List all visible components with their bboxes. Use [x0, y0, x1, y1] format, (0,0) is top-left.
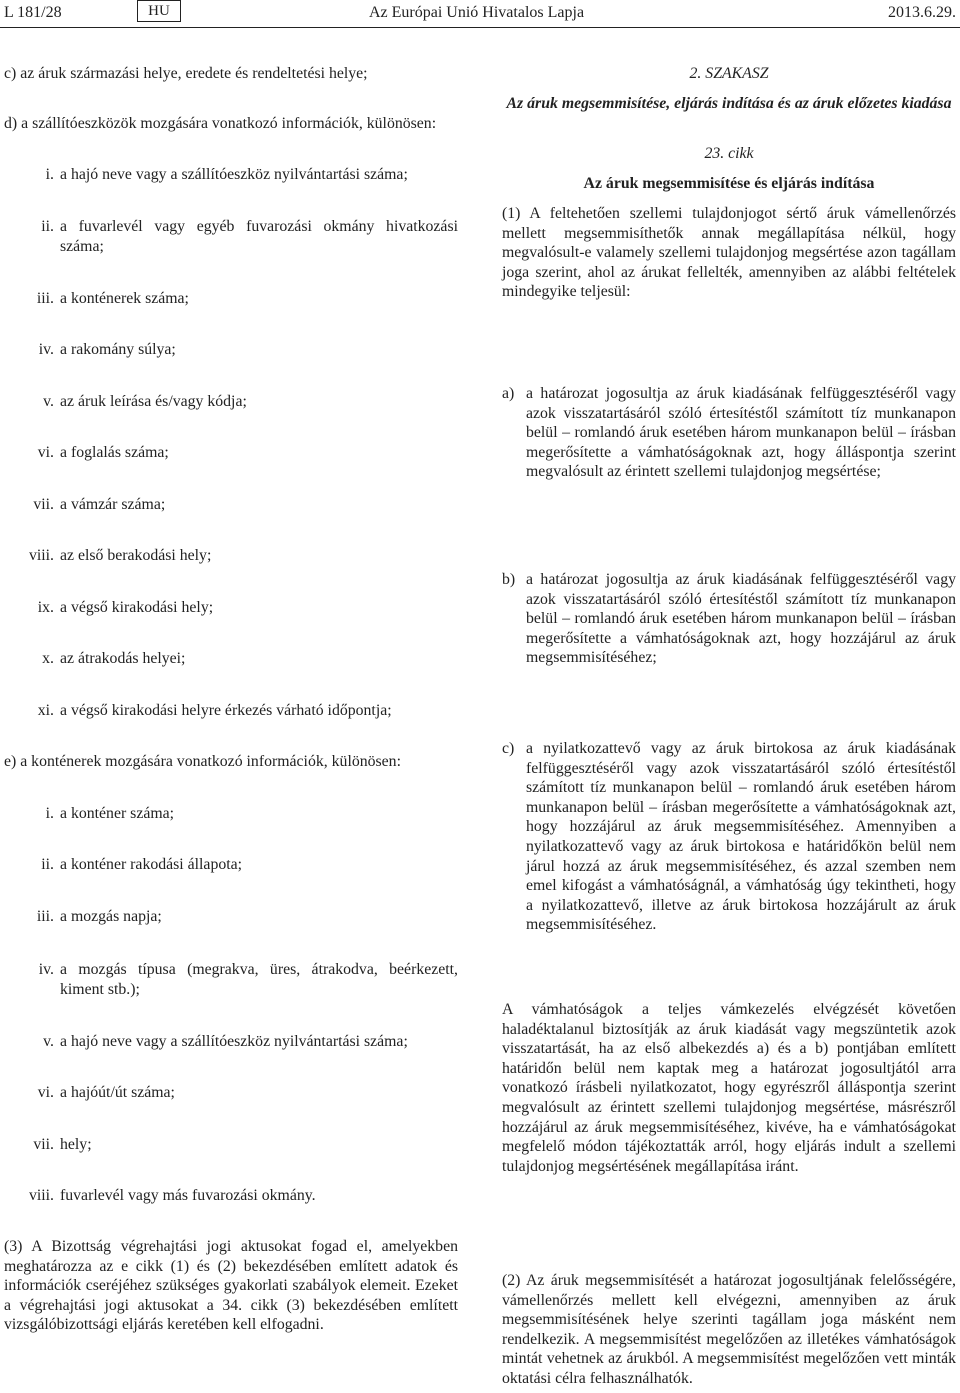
- list-item-number: x.: [42, 650, 54, 667]
- condition-a: a határozat jogosultja az áruk kiadásának felfüggesztéséről vagy azok visszatartásáról szóló értesítéstől számított tíz munkanapon belül – romlandó áruk esetében három munkanapon belül – írásban megerősítette a vámhatóságoknak azt, hogy álláspontja szerint megvalósult az érintett szellemi tulajdonjog megsértése;: [526, 385, 956, 481]
- list-item-number: iv.: [38, 341, 54, 358]
- list-item-number: xi.: [37, 702, 54, 719]
- article-paragraph-2: (2) Az áruk megsemmisítését a határozat jogosultjának felelősségére, vámellenőrzés mellett kell elvégezni, amennyiben az áruk megsemmisítésének helye szerinti tagállam joga másként nem rendelkezik. A megsemmisítést megelőzően az illetékes vámhatóságok mintát vehetnek az árukból. A megsemmisítést megelőzően vett minták oktatási célra felhasználhatók.: [502, 1272, 956, 1387]
- list-item-number: vi.: [37, 1084, 54, 1101]
- list-item-number: viii.: [28, 1187, 54, 1204]
- list-item: az első berakodási hely;: [60, 547, 212, 564]
- list-item-number: iii.: [36, 290, 54, 307]
- section-heading: 2. SZAKASZ: [689, 65, 769, 82]
- list-item-number: iv.: [38, 961, 54, 978]
- language-badge: HU: [137, 0, 181, 22]
- article-paragraph-1: (1) A feltehetően szellemi tulajdonjogot sértő áruk vámellenőrzés mellett megsemmisíthetők annak megállapítása nélkül, hogy megvalósult-e valamely szellemi tulajdonjog megsértése azon tagállam joga szerint, ahol az árukat fellelték, amennyiben az alábbi feltételek mindegyike teljesül:: [502, 205, 956, 301]
- paragraph-3: (3) A Bizottság végrehajtási jogi aktusokat fogad el, amelyekben meghatározza az e cikk (1) és (2) bekezdésében említett adatok és információk cseréjéhez szükséges gyakorlati szabályok elemeit. Ezeket a végrehajtási jogi aktusokat a 34. cikk (3) bekezdésében említett vizsgálóbizottsági eljárás keretében kell elfogadni.: [4, 1238, 458, 1334]
- list-item-number: i.: [45, 166, 54, 183]
- list-item-number: viii.: [28, 547, 54, 564]
- list-item: a konténer száma;: [60, 805, 175, 822]
- list-item: a mozgás típusa (megrakva, üres, átrakodva, beérkezett, kiment stb.);: [60, 961, 458, 998]
- list-item-number: vi.: [37, 444, 54, 461]
- list-item: a rakomány súlya;: [60, 341, 176, 358]
- list-item: az átrakodás helyei;: [60, 650, 186, 667]
- condition-b-label: b): [502, 571, 516, 588]
- condition-c-label: c): [502, 740, 515, 757]
- list-item: az áruk leírása és/vagy kódja;: [60, 393, 247, 410]
- header-rule: [0, 27, 960, 28]
- publication-date: 2013.6.29.: [888, 4, 956, 21]
- article-number: 23. cikk: [704, 145, 754, 162]
- list-item-number: ii.: [41, 856, 54, 873]
- list-item-number: i.: [45, 805, 54, 822]
- list-item: a mozgás napja;: [60, 908, 162, 925]
- page-reference: L 181/28: [4, 4, 62, 21]
- list-item: a konténerek száma;: [60, 290, 189, 307]
- list-item: hely;: [60, 1136, 92, 1153]
- section-title: Az áruk megsemmisítése, eljárás indítása és az áruk előzetes kiadása: [506, 95, 952, 112]
- list-item: a vámzár száma;: [60, 496, 166, 513]
- list-item: a fuvarlevél vagy egyéb fuvarozási okmány hivatkozási száma;: [60, 218, 458, 255]
- condition-c: a nyilatkozattevő vagy az áruk birtokosa az áruk kiadásának felfüggesztéséről vagy azok visszatartásáról szóló értesítéstől számított tíz munkanapon belül – romlandó áruk esetében három munkanapon belül – írásban megerősítette a vámhatóságoknak azt, hogy hozzájárul az áruk megsemmisítéséhez. Amennyiben a nyilatkozattevő vagy az áruk birtokosa e határidőkön belül nem járul hozzá az áruk megsemmisítéséhez, és azzal szemben nem emel kifogást a vámhatóságnál, a vámhatóság úgy tekintheti, hogy a nyilatkozattevő, illetve az áruk birtokosa hozzájárult az áruk megsemmisítéséhez.: [526, 740, 956, 934]
- list-item: a foglalás száma;: [60, 444, 169, 461]
- list-item-number: vii.: [33, 496, 54, 513]
- list-item: a konténer rakodási állapota;: [60, 856, 243, 873]
- list-item-number: v.: [43, 1033, 54, 1050]
- list-item-number: vii.: [33, 1136, 54, 1153]
- list-item: fuvarlevél vagy más fuvarozási okmány.: [60, 1187, 316, 1204]
- closing-paragraph: A vámhatóságok a teljes vámkezelés elvégzését követően haladéktalanul biztosítják az áruk kiadását vagy megszüntetik azok visszatartását, ha az első albekezdés a) és a b) pontjában említett határidőn belül nem kaptak meg a határozat jogosultjától arra vonatkozó írásbeli nyilatkozatot, hogy egyrészről álláspontja szerint megvalósult az érintett szellemi tulajdonjog megsértése, másrészről hozzájárul az áruk megsemmisítéséhez, kivéve, ha e vámhatóságokat megfelelő módon tájékoztatták arról, hogy eljárás indult a szellemi tulajdonjog megsértésének megállapítása iránt.: [502, 1001, 956, 1175]
- point-c: c) az áruk származási helye, eredete és rendeltetési helye;: [4, 65, 368, 82]
- journal-title: Az Európai Unió Hivatalos Lapja: [369, 4, 585, 21]
- list-item: a végső kirakodási helyre érkezés várható időpontja;: [60, 702, 392, 719]
- list-item-number: v.: [43, 393, 54, 410]
- list-item-number: ix.: [37, 599, 54, 616]
- list-item-number: iii.: [36, 908, 54, 925]
- list-item: a végső kirakodási hely;: [60, 599, 214, 616]
- article-title: Az áruk megsemmisítése és eljárás indítása: [583, 175, 875, 192]
- point-e: e) a konténerek mozgására vonatkozó információk, különösen:: [4, 753, 401, 770]
- list-item-number: ii.: [41, 218, 54, 235]
- point-d: d) a szállítóeszközök mozgására vonatkozó információk, különösen:: [4, 115, 437, 132]
- list-item: a hajóút/út száma;: [60, 1084, 175, 1101]
- condition-a-label: a): [502, 385, 515, 402]
- condition-b: a határozat jogosultja az áruk kiadásának felfüggesztéséről vagy azok visszatartásáról szóló értesítéstől számított tíz munkanapon belül – romlandó áruk esetében három munkanapon belül – írásban megerősítette a vámhatóságoknak azt, hogy hozzájárul az áruk megsemmisítéséhez;: [526, 571, 956, 667]
- page-header: [0, 0, 960, 26]
- list-item: a hajó neve vagy a szállítóeszköz nyilvántartási száma;: [60, 1033, 408, 1050]
- list-item: a hajó neve vagy a szállítóeszköz nyilvántartási száma;: [60, 166, 408, 183]
